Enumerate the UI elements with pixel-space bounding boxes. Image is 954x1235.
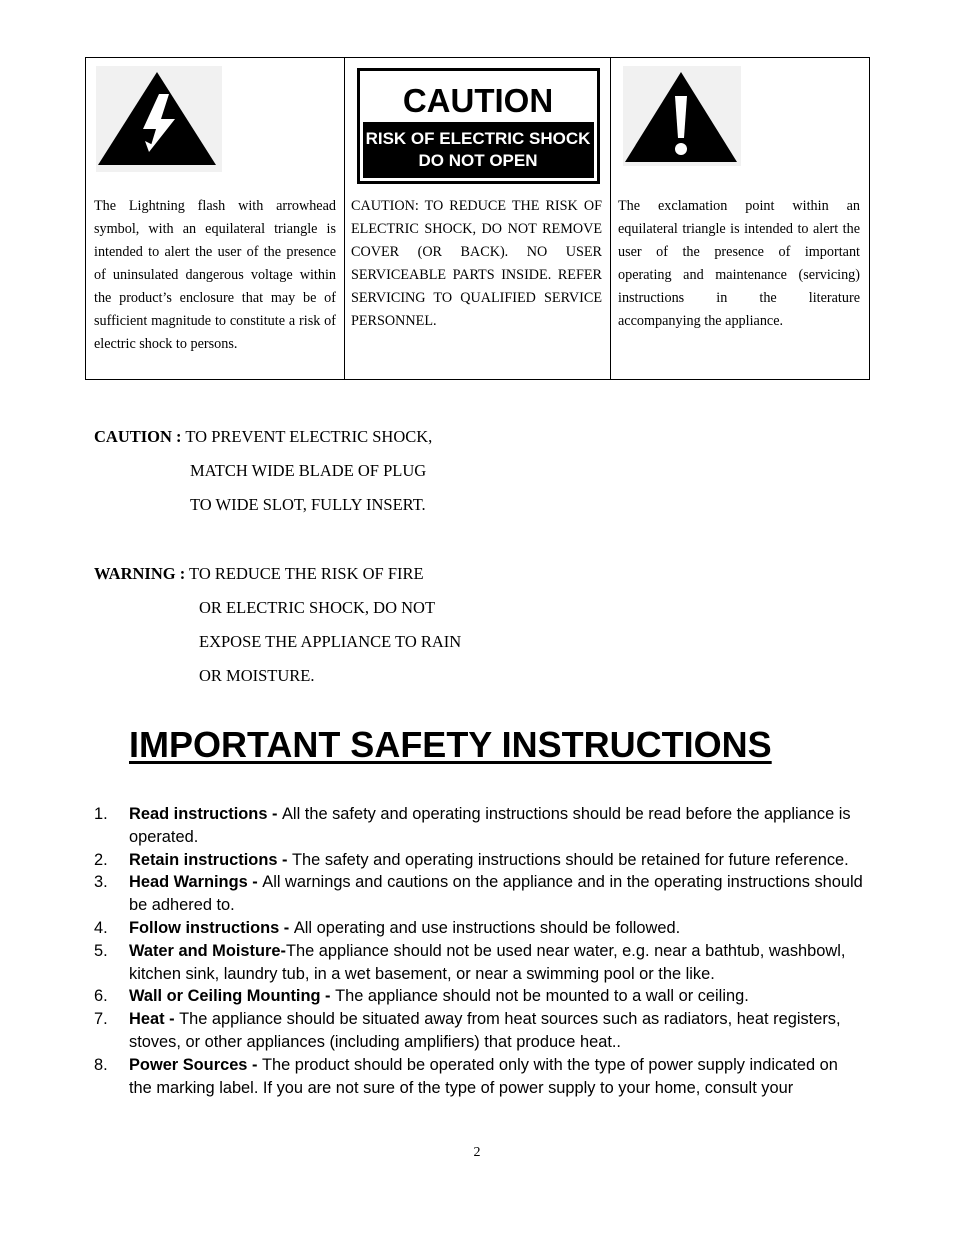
list-item — [94, 1008, 864, 1054]
list-item — [94, 985, 864, 1008]
caution-sign-line1: RISK OF ELECTRIC SHOCK — [365, 129, 591, 148]
lightning-triangle-icon — [96, 66, 222, 172]
item-heading: Retain instructions - — [129, 850, 293, 869]
caution-notice — [94, 420, 432, 522]
warning-label: WARNING : — [94, 564, 186, 583]
lightning-symbol-cell — [86, 58, 345, 380]
list-item — [94, 849, 864, 872]
list-item — [94, 803, 864, 849]
caution-sign-title: CAUTION — [402, 82, 554, 119]
item-number: 5. — [94, 941, 108, 960]
item-text: The appliance should be situated away from heat sources such as radiators, heat registers, stoves, or other appliances (including amplifiers) that produce heat.. — [129, 1010, 841, 1051]
list-item — [94, 917, 864, 940]
caution-line: MATCH WIDE BLADE OF PLUG — [190, 461, 427, 480]
exclamation-symbol-cell — [611, 58, 870, 380]
caution-label: CAUTION : — [94, 427, 182, 446]
warning-line: TO REDUCE THE RISK OF FIRE — [189, 564, 424, 583]
item-heading: Water and Moisture- — [129, 941, 286, 960]
item-number: 3. — [94, 873, 108, 892]
item-heading: Read instructions - — [129, 805, 282, 823]
list-item — [94, 940, 864, 986]
caution-sign-cell — [345, 58, 611, 380]
safety-instructions-list — [94, 803, 864, 1099]
item-number: 7. — [94, 1010, 108, 1029]
caution-sign-line2: DO NOT OPEN — [418, 151, 538, 170]
warning-notice — [94, 557, 461, 693]
item-text: All operating and use instructions should be followed. — [293, 918, 681, 937]
item-heading: Follow instructions - — [129, 918, 294, 937]
item-number: 6. — [94, 987, 108, 1006]
caution-line: TO WIDE SLOT, FULLY INSERT. — [190, 495, 426, 514]
item-number: 8. — [94, 1055, 108, 1074]
item-text: All the safety and operating instructions should be read before the appliance is operated. — [129, 805, 851, 846]
item-heading: Head Warnings - — [129, 873, 263, 892]
caution-sign-icon — [357, 68, 600, 184]
list-item — [94, 1054, 864, 1100]
warning-line: OR MOISTURE. — [199, 666, 315, 685]
safety-symbols-table — [85, 57, 870, 380]
item-heading: Power Sources - — [129, 1055, 262, 1074]
exclamation-symbol-text: The exclamation point within an equilateral triangle is intended to alert the user of the presence of important operating and maintenance (servicing) instructions in the literature accompanying the appliance. — [618, 198, 860, 329]
item-text: All warnings and cautions on the appliance and in the operating instructions should be adhered to. — [129, 873, 863, 915]
warning-line: OR ELECTRIC SHOCK, DO NOT — [199, 598, 436, 617]
page-title: IMPORTANT SAFETY INSTRUCTIONS — [129, 724, 772, 765]
item-text: The appliance should not be used near water, e.g. near a bathtub, washbowl, kitchen sink, laundry tub, in a wet basement, or near a swimming pool or the like. — [129, 941, 846, 983]
exclamation-triangle-icon — [623, 66, 741, 166]
item-text: The product should be operated only with the type of power supply indicated on the marking label. If you are not sure of the type of power supply to your home, consult your — [129, 1055, 838, 1097]
item-number: 4. — [94, 918, 108, 937]
item-text: The appliance should not be mounted to a wall or ceiling. — [335, 987, 749, 1006]
item-heading: Heat - — [129, 1010, 180, 1029]
item-heading: Wall or Ceiling Mounting - — [129, 987, 336, 1006]
warning-line: EXPOSE THE APPLIANCE TO RAIN — [199, 632, 462, 651]
lightning-symbol-text: The Lightning flash with arrowhead symbol, with an equilateral triangle is intended to alert the user of the presence of uninsulated dangerous voltage within the product’s enclosure that may be of sufficient magnitude to constitute a risk of electric shock to persons. — [94, 198, 336, 352]
item-text: The safety and operating instructions should be retained for future reference. — [292, 850, 849, 869]
page-number: 2 — [473, 1145, 481, 1160]
item-number: 2. — [94, 850, 108, 869]
caution-sign-text: CAUTION: TO REDUCE THE RISK OF ELECTRIC SHOCK, DO NOT REMOVE COVER (OR BACK). NO USER SERVICEABLE PARTS INSIDE. REFER SERVICING TO QUALIFIED SERVICE PERSONNEL. — [351, 198, 602, 329]
list-item — [94, 871, 864, 917]
caution-line: TO PREVENT ELECTRIC SHOCK, — [185, 427, 433, 446]
item-number: 1. — [94, 805, 108, 823]
